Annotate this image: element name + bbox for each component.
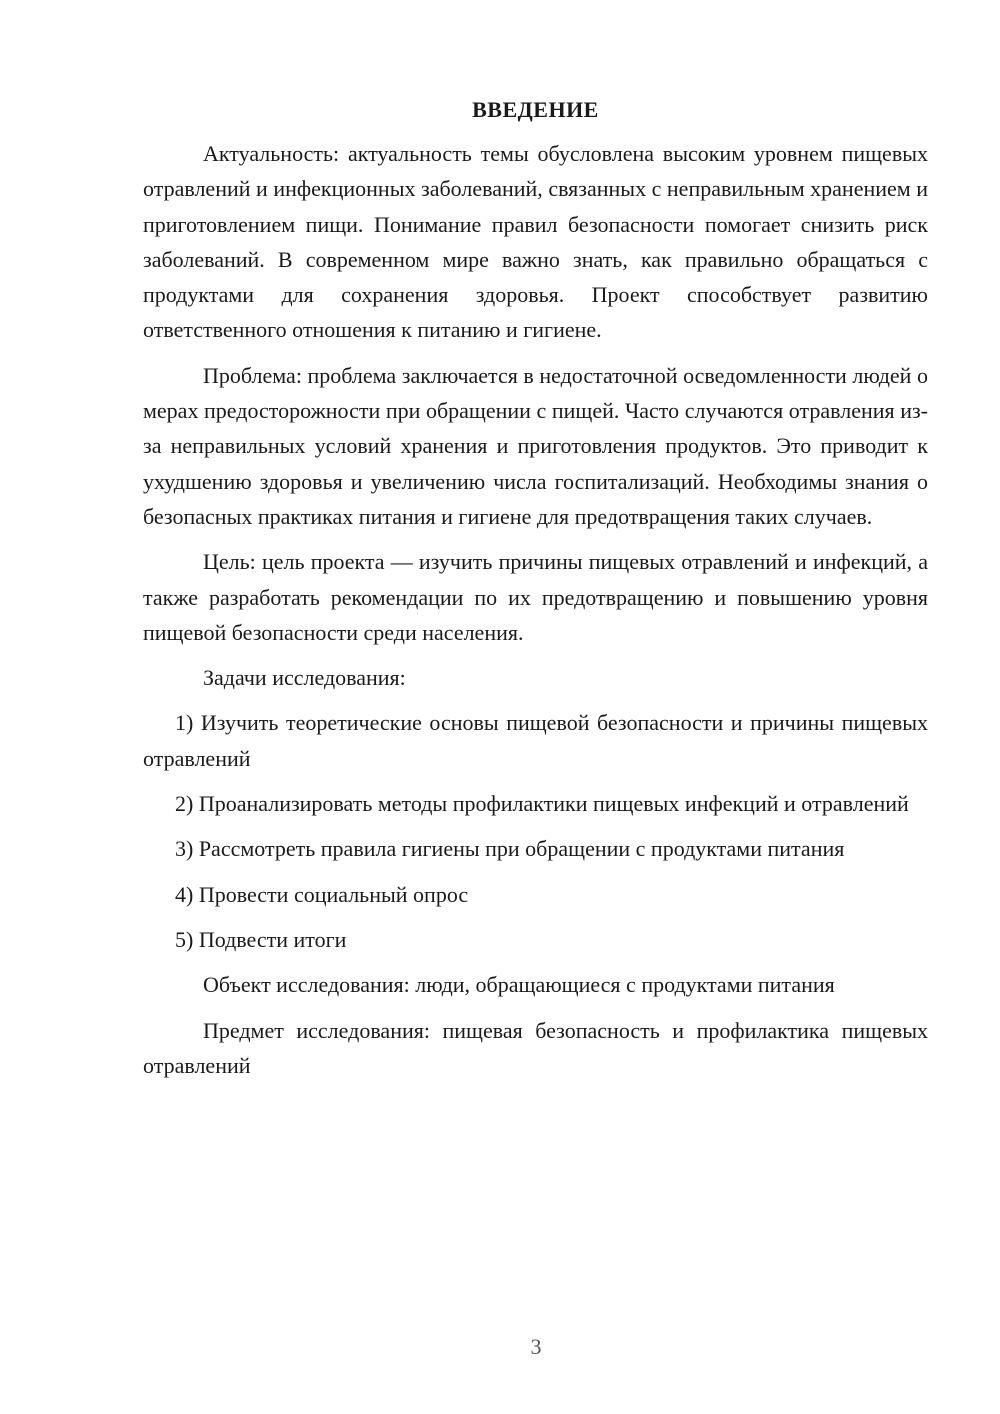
goal-paragraph: Цель: цель проекта — изучить причины пищевых отравлений и инфекций, а также разработать рекомендации по их предотвращению и повышению уровня пищевой безопасности среди населения. xyxy=(143,549,928,645)
object-paragraph: Объект исследования: люди, обращающиеся с продуктами питания xyxy=(203,972,835,998)
problem-paragraph: Проблема: проблема заключается в недостаточной осведомленности людей о мерах предосторожности при обращении с пищей. Часто случаются отравления из-за неправильных условий хранения и приготовления продуктов. Это приводит к ухудшению здоровья и увеличению числа госпитализаций. Необходимы знания о безопасных практиках питания и гигиене для предотвращения таких случаев. xyxy=(143,362,928,529)
list-item: 5) Подвести итоги xyxy=(175,926,347,952)
list-item: 1) Изучить теоретические основы пищевой безопасности и причины пищевых отравлений xyxy=(143,710,928,771)
subject-paragraph: Предмет исследования: пищевая безопасность и профилактика пищевых отравлений xyxy=(143,1017,928,1078)
page-number: 3 xyxy=(530,1334,542,1359)
section-heading: ВВЕДЕНИЕ xyxy=(472,97,599,122)
document-page xyxy=(143,92,928,1093)
list-item: 3) Рассмотреть правила гигиены при обращении с продуктами питания xyxy=(175,836,845,862)
tasks-list xyxy=(143,705,928,957)
list-item: 4) Провести социальный опрос xyxy=(175,881,469,907)
list-item: 2) Проанализировать методы профилактики пищевых инфекций и отравлений xyxy=(175,791,909,817)
relevance-paragraph: Актуальность: актуальность темы обусловлена высоким уровнем пищевых отравлений и инфекционных заболеваний, связанных с неправильным хранением и приготовлением пищи. Понимание правил безопасности помогает снизить риск заболеваний. В современном мире важно знать, как правильно обращаться с продуктами для сохранения здоровья. Проект способствует развитию ответственного отношения к питанию и гигиене. xyxy=(143,141,928,343)
tasks-title: Задачи исследования: xyxy=(203,665,406,691)
